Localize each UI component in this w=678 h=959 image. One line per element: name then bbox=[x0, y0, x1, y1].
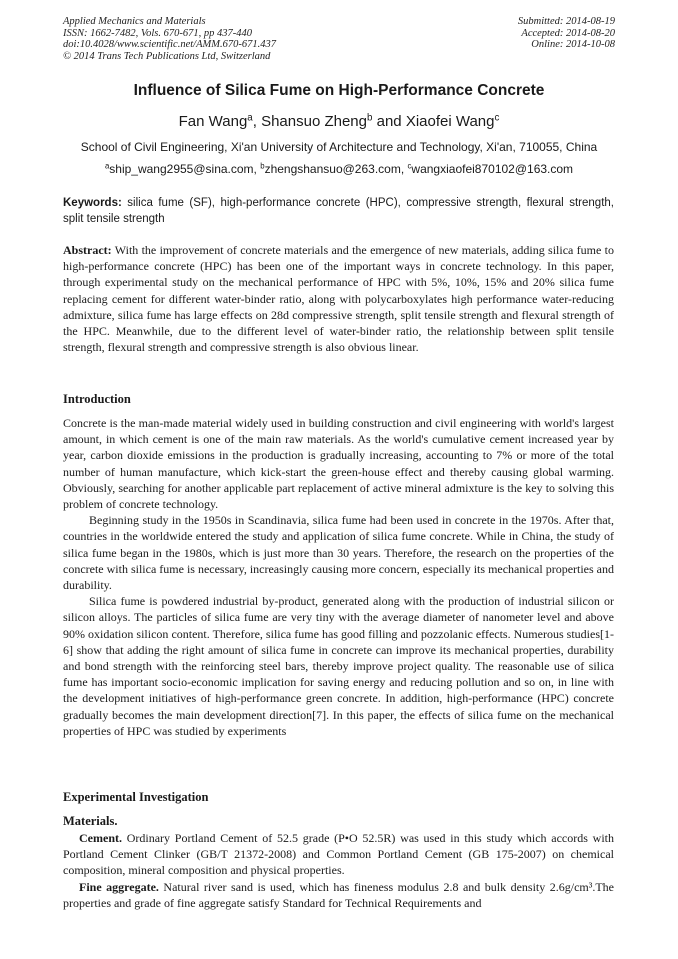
journal-name: Applied Mechanics and Materials bbox=[63, 16, 206, 27]
introduction-heading: Introduction bbox=[63, 392, 131, 406]
email-a[interactable]: ship_wang2955@sina.com, bbox=[109, 162, 261, 176]
author-1-sup: a bbox=[247, 112, 253, 124]
cement-text: Ordinary Portland Cement of 52.5 grade (P•O 52.5R) was used in this study which accords with Portland Cement Clinker (GB/T 21372-2008) and Common Portland Cement (GB 175-2007) on chemical composition, mineral composition and physical properties. bbox=[63, 831, 614, 878]
author-1: Fan Wang bbox=[178, 113, 248, 130]
materials-body bbox=[63, 830, 614, 911]
abstract bbox=[63, 242, 614, 355]
experimental-heading: Experimental Investigation bbox=[63, 790, 209, 804]
author-2: Shansuo Zheng bbox=[261, 113, 367, 130]
email-c[interactable]: wangxiaofei870102@163.com bbox=[411, 162, 574, 176]
affiliation: School of Civil Engineering, Xi'an University of Architecture and Technology, Xi'an, 710055, China bbox=[80, 140, 598, 154]
author-emails bbox=[0, 162, 678, 176]
intro-paragraph-1: Concrete is the man-made material widely used in building construction and civil engineering with world's largest amount, in which cement is one of the main raw materials. As the world's cumulative cement increased year by year, carbon dioxide emissions in the production is gradually increasing, accounting to 7% or more of the total number of human manufacture, which kick-start the green-house effect and thereby causing global warming. Obviously, searching for another applicable part replacement of active mineral admixture is the key to solving this problem of concrete technology. bbox=[63, 416, 614, 512]
email-a-sup: a bbox=[104, 161, 110, 171]
paper-title: Influence of Silica Fume on High-Performance Concrete bbox=[133, 82, 545, 99]
publication-dates bbox=[518, 16, 615, 51]
cement-paragraph bbox=[63, 830, 614, 879]
fine-aggregate-text: Natural river sand is used, which has fineness modulus 2.8 and bulk density 2.6g/cm³.The properties and grade of fine aggregate satisfy Standard for Technical Requirements and bbox=[63, 879, 615, 910]
email-c-sup: c bbox=[407, 161, 412, 171]
keywords-text: silica fume (SF), high-performance concrete (HPC), compressive strength, flexural strength, split tensile strength bbox=[63, 197, 614, 225]
email-b-sup: b bbox=[260, 161, 265, 171]
issn-line: ISSN: 1662-7482, Vols. 670-671, pp 437-440 bbox=[63, 27, 252, 39]
fine-aggregate-paragraph bbox=[63, 879, 614, 911]
abstract-text: With the improvement of concrete materials and the emergence of new materials, adding silica fume to high-performance concrete (HPC) has been one of the important ways in concrete technology. In this paper, through experimental study on the mechanical performance of HPC with 5%, 10%, 15% and 20% silica fume replacing cement for different water-binder ratio, along with polycarboxylates high performance water-reducing admixture, silica fume has large effects on 28d compressive strength, split tensile strength and flexural strength of the HPC. Meanwhile, due to the different level of water-binder ratio, the relationship between split tensile strength, flexural strength and compressive strength is also obvious linear. bbox=[63, 243, 614, 355]
online-date: Online: 2014-10-08 bbox=[531, 39, 615, 50]
introduction-body bbox=[63, 415, 614, 739]
author-separator: , bbox=[252, 113, 262, 130]
accepted-date: Accepted: 2014-08-20 bbox=[521, 27, 615, 39]
materials-heading: Materials. bbox=[63, 814, 118, 828]
intro-paragraph-3: Silica fume is powdered industrial by-product, generated along with the production of industrial silicon or silicon alloys. The particles of silica fume are very tiny with the average diameter of nanometer level and above 90% oxidation silicon content. Therefore, silica fume has good filling and pozzolanic effects. Numerous studies[1-6] show that adding the right amount of silica fume in concrete can improve its mechanical properties, durability and bond strength with the reinforcing steel bars, thereby improve project quality. The reasonable use of silica fume has important socio-economic implication for saving energy and reducing pollution and so on, in line with the development initiatives of high-performance green concrete. In addition, high-performance (HPC) concrete gradually becomes the main development direction[7]. In this paper, the effects of silica fume on the mechanical properties of HPC was studied by experiments bbox=[63, 594, 614, 738]
doi-line[interactable]: doi:10.4028/www.scientific.net/AMM.670-671.437 bbox=[63, 39, 276, 50]
author-list bbox=[0, 113, 678, 130]
email-b[interactable]: zhengshansuo@263.com, bbox=[264, 162, 408, 176]
author-separator: and bbox=[372, 113, 406, 130]
cement-label: Cement. bbox=[79, 831, 122, 845]
author-3-sup: c bbox=[494, 112, 500, 124]
submitted-date: Submitted: 2014-08-19 bbox=[517, 16, 615, 27]
keywords bbox=[63, 195, 614, 227]
intro-paragraph-2: Beginning study in the 1950s in Scandinavia, silica fume had been used in concrete in the 1970s. After that, countries in the worldwide entered the study and application of silica fume concrete. While in China, the study of silica fume began in the 1980s, which is just more than 30 years. Therefore, the research on the properties of the concrete with silica fume is necessary, increasingly causing more concern, especially its mechanical properties and durability. bbox=[63, 513, 615, 593]
keywords-label: Keywords: bbox=[63, 197, 122, 209]
author-2-sup: b bbox=[367, 112, 373, 124]
copyright-line: © 2014 Trans Tech Publications Ltd, Switzerland bbox=[63, 50, 271, 62]
abstract-label: Abstract: bbox=[63, 243, 112, 257]
author-3: Xiaofei Wang bbox=[405, 113, 495, 130]
journal-info bbox=[63, 16, 276, 62]
fine-aggregate-label: Fine aggregate. bbox=[79, 879, 159, 894]
